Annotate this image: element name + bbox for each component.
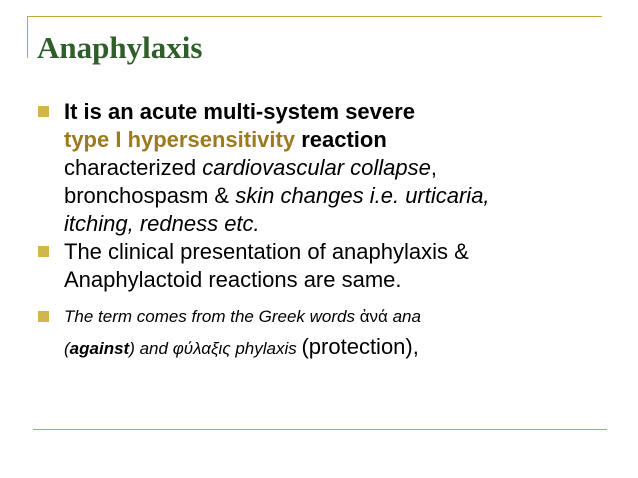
bullet-text: The term comes from the Greek words bbox=[64, 307, 360, 326]
bullet-text: Anaphylactoid reactions are same. bbox=[64, 267, 402, 292]
italic-phrase: cardiovascular collapse bbox=[202, 155, 431, 180]
bullet-text: ana bbox=[387, 307, 421, 326]
greek-word: φύλαξις bbox=[172, 339, 231, 358]
square-bullet-icon bbox=[38, 311, 49, 322]
bullet-text: characterized bbox=[64, 155, 203, 180]
bullet-text: phylaxis bbox=[230, 339, 302, 358]
italic-phrase: skin changes i.e. urticaria, bbox=[235, 183, 490, 208]
square-bullet-icon bbox=[38, 106, 49, 117]
bullet-list bbox=[38, 98, 608, 364]
slide-title: Anaphylaxis bbox=[37, 30, 203, 65]
emphasis-word: against bbox=[69, 339, 130, 358]
greek-word: ἀνά bbox=[359, 307, 388, 326]
bullet-item-presentation bbox=[38, 238, 608, 294]
bullet-text: ) and bbox=[129, 339, 173, 358]
left-divider bbox=[27, 16, 28, 58]
bullet-text: ( bbox=[64, 339, 70, 358]
bullet-item-definition bbox=[38, 98, 608, 238]
bullet-text: , bbox=[430, 155, 437, 180]
bullet-text: reaction bbox=[295, 127, 387, 152]
bullet-item-etymology bbox=[38, 302, 608, 364]
square-bullet-icon bbox=[38, 246, 49, 257]
bottom-divider bbox=[33, 429, 607, 430]
bullet-text: bronchospasm & bbox=[64, 183, 236, 208]
highlight-term: type I hypersensitivity bbox=[64, 127, 296, 152]
bullet-text: It is an acute multi-system severe bbox=[64, 99, 415, 124]
bullet-text: The clinical presentation of anaphylaxis & bbox=[64, 239, 469, 264]
bullet-text: (protection), bbox=[301, 334, 419, 359]
top-divider bbox=[27, 16, 602, 17]
italic-phrase: itching, redness etc. bbox=[64, 211, 260, 236]
